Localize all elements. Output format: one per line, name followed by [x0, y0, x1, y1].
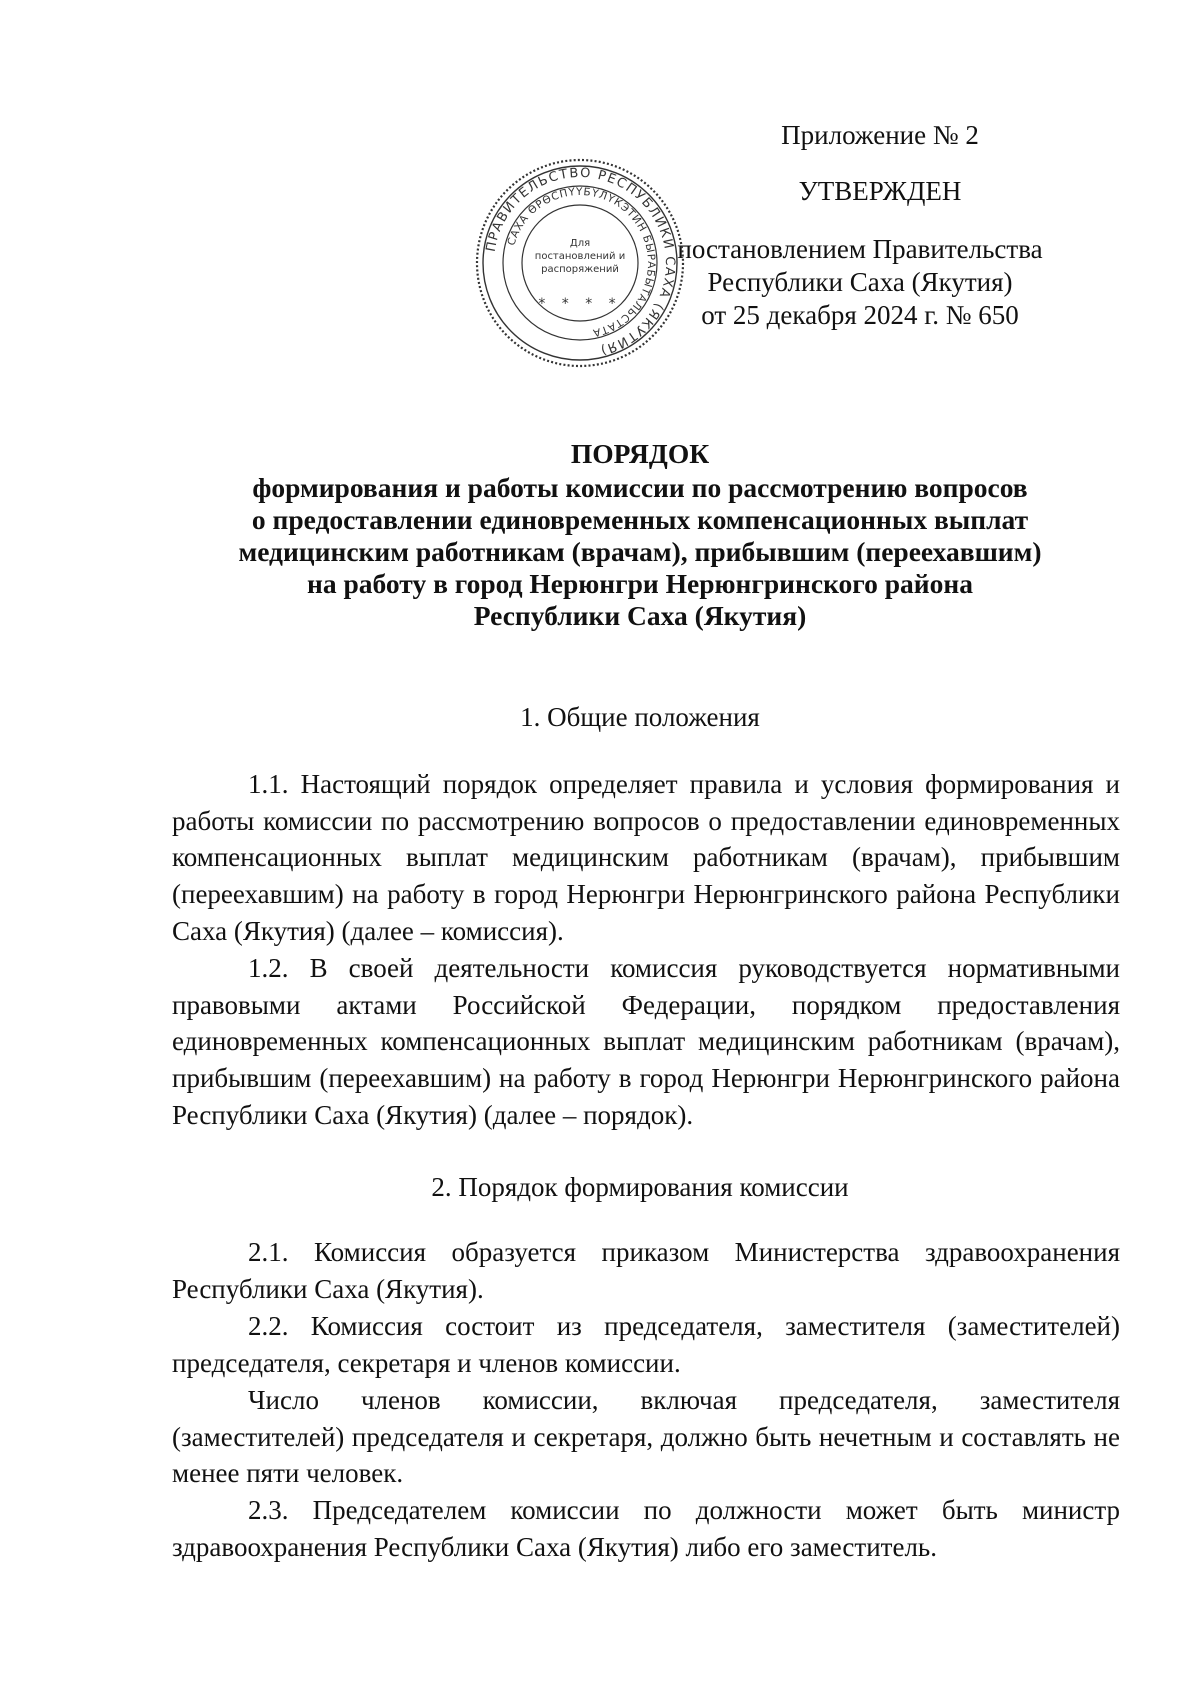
section-2-heading: 2. Порядок формирования комиссии [431, 1172, 849, 1202]
seal-stars: * * * * [538, 296, 622, 312]
document-subtitle-line-4: на работу в город Нерюнгри Нерюнгринского района [307, 568, 973, 599]
seal-center-line-3: распоряжений [541, 264, 619, 275]
official-seal [475, 158, 685, 368]
paragraph-2-2: 2.2. Комиссия состоит из председателя, заместителя (заместителей) председателя, секретаря и членов комиссии. [172, 1311, 1120, 1378]
document-subtitle-line-5: Республики Саха (Якутия) [473, 600, 807, 631]
paragraph-1-1: 1.1. Настоящий порядок определяет правила и условия формирования и работы комиссии по рассмотрению вопросов о предоставлении единовременных компенсационных выплат медицинским работникам (врачам), прибывшим (переехавшим) на работу в город Нерюнгри Нерюнгринского района Республики Саха (Якутия) (далее – комиссия). [172, 769, 1120, 946]
seal-outer-text: ПРАВИТЕЛЬСТВО РЕСПУБЛИКИ САХА (ЯКУТИЯ) [483, 165, 678, 358]
approved-label: УТВЕРЖДЕН [798, 176, 962, 206]
seal-inner-text: САХА ӨРӨСПҮҮБҮЛҮКЭТИН БЫРАБЫТАЛЬСТАТА [505, 185, 658, 339]
paragraph-1-2: 1.2. В своей деятельности комиссия руководствуется нормативными правовыми актами Российской Федерации, порядком предоставления единовременных компенсационных выплат медицинским работникам (врачам), прибывшим (переехавшим) на работу в город Нерюнгри Нерюнгринского района Республики Саха (Якутия) (далее – порядок). [172, 953, 1120, 1130]
document-title: ПОРЯДОК [570, 438, 710, 469]
decree-line-1: постановлением Правительства [677, 234, 1043, 264]
section-1-heading: 1. Общие положения [520, 702, 760, 732]
document-subtitle-line-3: медицинским работникам (врачам), прибывшим (переехавшим) [238, 536, 1042, 567]
seal-center-line-2: постановлений и [534, 251, 626, 262]
appendix-number: Приложение № 2 [781, 120, 979, 150]
paragraph-2-3: 2.3. Председателем комиссии по должности может быть министр здравоохранения Республики Саха (Якутия) либо его заместитель. [172, 1495, 1120, 1562]
decree-line-3: от 25 декабря 2024 г. № 650 [701, 300, 1019, 330]
paragraph-2-2-continued: Число членов комиссии, включая председателя, заместителя (заместителей) председателя и секретаря, должно быть нечетным и составлять не менее пяти человек. [172, 1385, 1120, 1489]
document-subtitle-line-2: о предоставлении единовременных компенсационных выплат [251, 504, 1029, 535]
document-subtitle-line-1: формирования и работы комиссии по рассмотрению вопросов [252, 472, 1028, 503]
paragraph-2-1: 2.1. Комиссия образуется приказом Министерства здравоохранения Республики Саха (Якутия). [172, 1237, 1120, 1304]
decree-line-2: Республики Саха (Якутия) [707, 267, 1013, 297]
seal-center-line-1: Для [569, 238, 591, 249]
